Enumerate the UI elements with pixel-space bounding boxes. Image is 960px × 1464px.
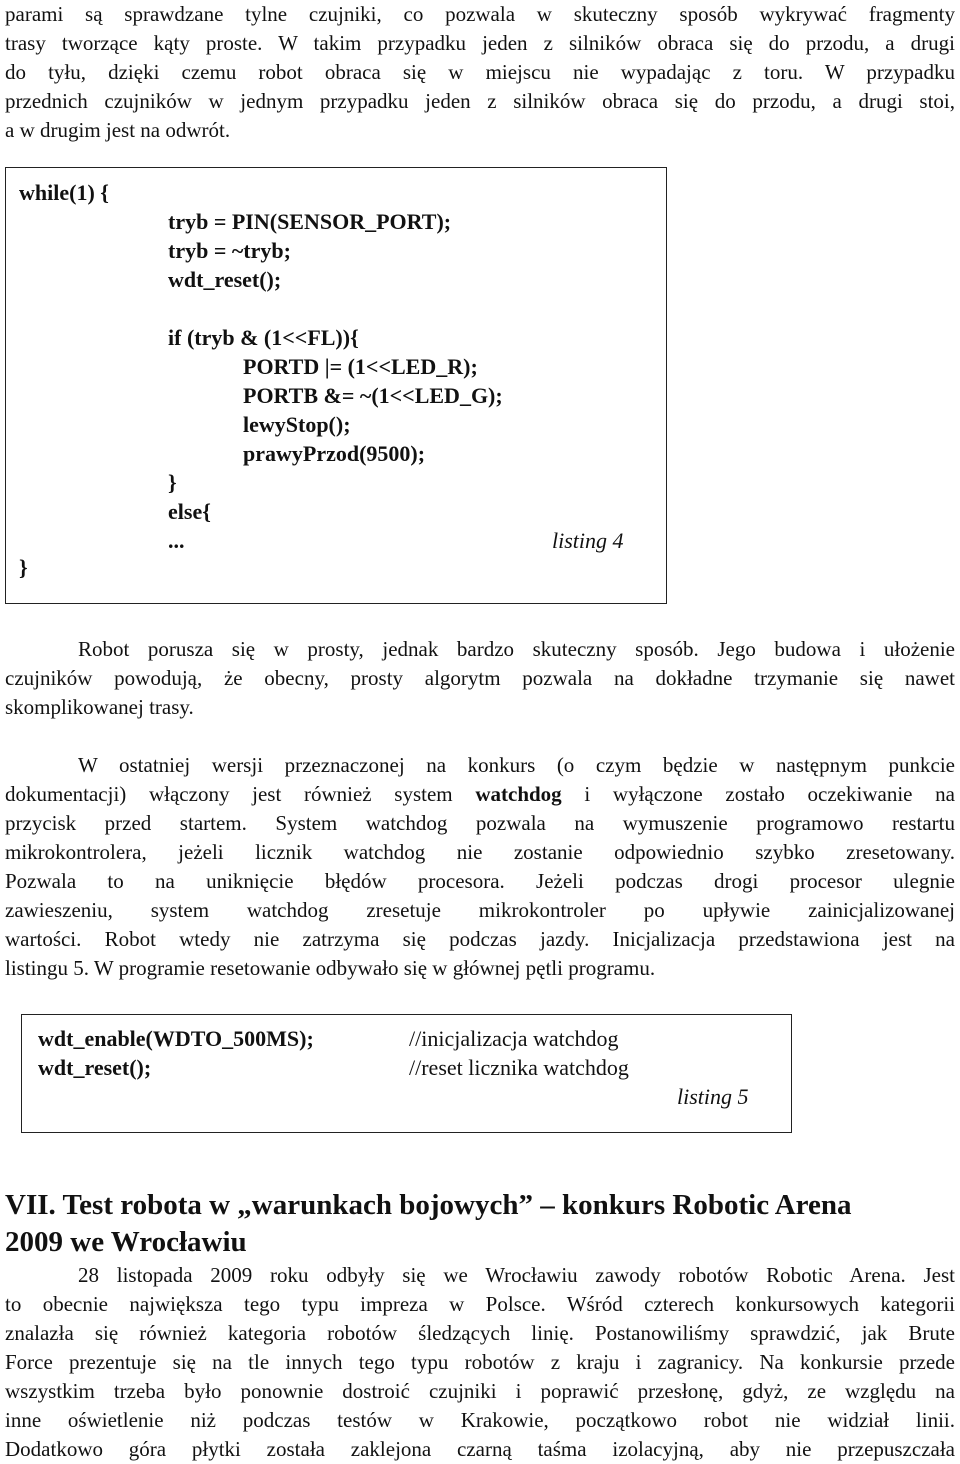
text-line: Pozwala to na uniknięcie błędów procesora. Jeżeli podczas drogi procesor ulegnie bbox=[5, 869, 955, 893]
text-line: Force prezentuje się na tle innych tego typu robotów z kraju i zagranicy. Na konkursie przede bbox=[5, 1350, 955, 1374]
paragraph-2 bbox=[5, 635, 955, 722]
text-line: listingu 5. W programie resetowanie odbywało się w głównej pętli programu. bbox=[5, 956, 656, 980]
code-line: if (tryb & (1<<FL)){ bbox=[168, 325, 359, 350]
text-line: Robot porusza się w prosty, jednak bardzo skuteczny sposób. Jego budowa i ułożenie bbox=[78, 637, 955, 661]
heading-line: VII. Test robota w „warunkach bojowych” – konkurs Robotic Arena bbox=[5, 1189, 852, 1221]
text-line: wartości. Robot wtedy nie zatrzyma się podczas jazdy. Inicjalizacja przedstawiona jest na bbox=[5, 927, 955, 951]
text-line: W ostatniej wersji przeznaczonej na konkurs (o czym będzie w następnym punkcie bbox=[78, 753, 955, 777]
text-line: wszystkim trzeba było ponownie dostroić czujniki i poprawić przesłonę, gdyż, ze względu na bbox=[5, 1379, 955, 1403]
text-line: znalazła się również kategoria robotów śledzących linię. Postanowiliśmy sprawdzić, jak Brute bbox=[5, 1321, 955, 1345]
text-line: parami są sprawdzane tylne czujniki, co pozwala w skuteczny sposób wykrywać fragmenty bbox=[5, 2, 955, 26]
listing-5-box bbox=[21, 1014, 792, 1133]
text-line: do tyłu, dzięki czemu robot obraca się w miejscu nie wypadając z toru. W przypadku bbox=[5, 60, 955, 84]
watchdog-term: watchdog bbox=[475, 782, 562, 806]
code-line: PORTB &= ~(1<<LED_G); bbox=[243, 383, 503, 408]
intro-paragraph bbox=[5, 0, 955, 145]
text-line: przycisk przed startem. System watchdog pozwala na wymuszenie programowo restartu bbox=[5, 811, 955, 835]
code-line: tryb = ~tryb; bbox=[168, 238, 291, 263]
code-line: PORTD |= (1<<LED_R); bbox=[243, 354, 478, 379]
text-line: 28 listopada 2009 roku odbyły się we Wrocławiu zawody robotów Robotic Arena. Jest bbox=[78, 1263, 955, 1287]
text-line: trasy tworzące kąty proste. W takim przypadku jeden z silników obraca się do przodu, a drugi bbox=[5, 31, 955, 55]
text-line: przednich czujników w jednym przypadku jeden z silników obraca się do przodu, a drugi stoi, bbox=[5, 89, 955, 113]
code-line: wdt_reset(); bbox=[38, 1055, 152, 1080]
section-heading bbox=[5, 1187, 955, 1261]
paragraph-3 bbox=[5, 751, 955, 983]
code-comment: //reset licznika watchdog bbox=[409, 1055, 629, 1080]
text-line: skomplikowanej trasy. bbox=[5, 695, 194, 719]
code-comment: //inicjalizacja watchdog bbox=[409, 1026, 619, 1051]
code-line: while(1) { bbox=[19, 180, 109, 205]
code-line: ... bbox=[168, 528, 185, 553]
code-line: else{ bbox=[168, 499, 211, 524]
paragraph-4 bbox=[5, 1261, 955, 1464]
text-line: zawieszeniu, system watchdog zresetuje mikrokontroler po upływie zainicjalizowanej bbox=[5, 898, 955, 922]
listing-5-caption: listing 5 bbox=[677, 1084, 749, 1109]
text-line: to obecnie największa tego typu impreza w Polsce. Wśród czterech konkursowych kategorii bbox=[5, 1292, 955, 1316]
code-line: tryb = PIN(SENSOR_PORT); bbox=[168, 209, 452, 234]
text-line: inne oświetlenie niż podczas testów w Krakowie, początkowo robot nie widział linii. bbox=[5, 1408, 955, 1432]
listing-4-caption: listing 4 bbox=[552, 528, 624, 553]
text-line: czujników powodują, że obecny, prosty algorytm pozwala na dokładne trzymanie się nawet bbox=[5, 666, 955, 690]
code-line: wdt_reset(); bbox=[168, 267, 282, 292]
text-line: a w drugim jest na odwrót. bbox=[5, 118, 231, 142]
text-line: mikrokontrolera, jeżeli licznik watchdog nie zostanie odpowiednio szybko zresetowany. bbox=[5, 840, 955, 864]
text-line bbox=[5, 780, 955, 809]
code-line: prawyPrzod(9500); bbox=[243, 441, 426, 466]
text-line: Dodatkowo góra płytki została zaklejona czarną taśma izolacyjną, aby nie przepuszczała bbox=[5, 1437, 955, 1461]
code-line: wdt_enable(WDTO_500MS); bbox=[38, 1026, 314, 1051]
code-line: } bbox=[168, 470, 177, 495]
code-line: lewyStop(); bbox=[243, 412, 351, 437]
text-run: dokumentacji) włączony jest również system bbox=[5, 782, 476, 806]
heading-line: 2009 we Wrocławiu bbox=[5, 1226, 247, 1258]
code-line: } bbox=[19, 555, 28, 580]
listing-4-box bbox=[5, 167, 667, 604]
text-run: i wyłączone zostało oczekiwanie na bbox=[561, 782, 955, 806]
